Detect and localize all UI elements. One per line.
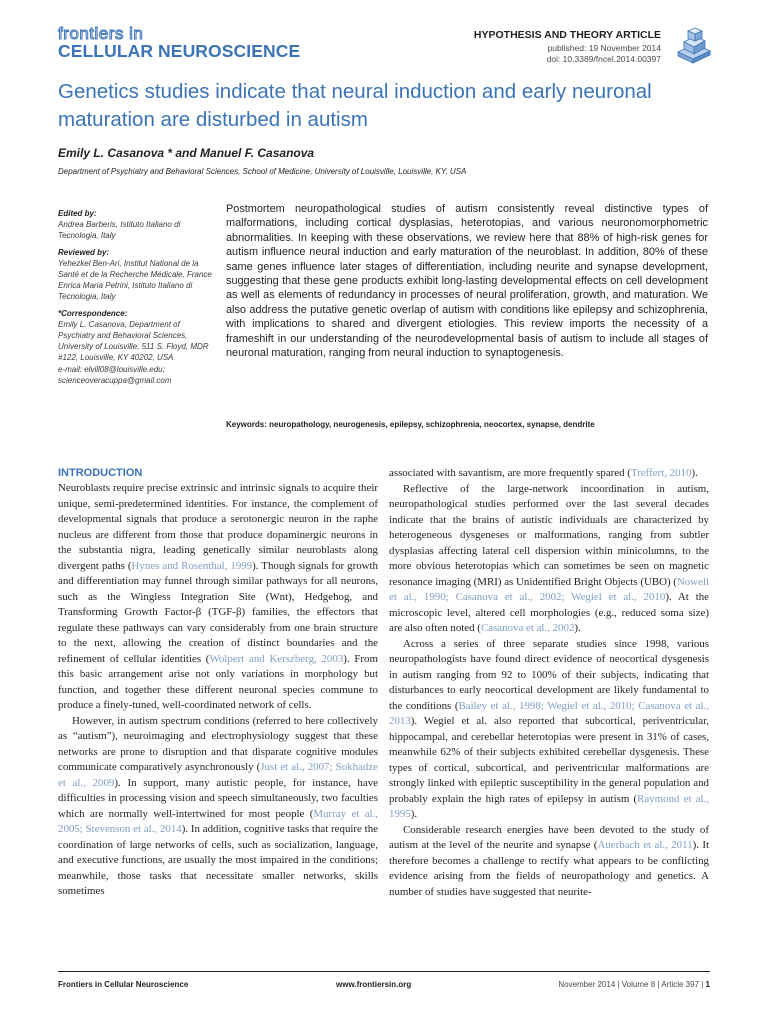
footer-issue-text: November 2014 | Volume 8 | Article 397 | (558, 980, 706, 989)
footer-issue (558, 980, 710, 989)
publication-info (547, 43, 661, 65)
footer-url[interactable]: www.frontiersin.org (336, 980, 412, 989)
keywords (226, 420, 595, 429)
frontiers-cube-icon (672, 22, 714, 66)
introduction-heading: INTRODUCTION (58, 467, 143, 479)
correspondence-address: Emily L. Casanova, Department of Psychiatry and Behavioral Sciences, University of Louisville, 511 S. Floyd, MDR #122, Louisville, KY 40202, USA (58, 319, 209, 363)
citation-link[interactable]: Hynes and Rosenthal, 1999 (131, 559, 253, 572)
body-column-right (389, 466, 709, 900)
affiliation: Department of Psychiatry and Behavioral Sciences, School of Medicine, University of Louisville, Louisville, KY, USA (58, 167, 467, 176)
published-date: published: 19 November 2014 (547, 43, 661, 53)
citation-link[interactable]: Bailey et al., 1998; Wegiel et al., 2010; Casanova et al., 2013 (389, 699, 709, 727)
doi: doi: 10.3389/fncel.2014.00397 (546, 54, 661, 64)
paragraph: However, in autism spectrum conditions (referred to here collectively as “autism”), neuroimaging and electrophysiology suggest that these networks are prone to disruption and that disparate cognitive modules communicate comparatively asynchronously (Just et al., 2007; Sokhadze et al., 2009). In support, many autistic people, for instance, have difficulties in processing vision and speech simultaneously, two faculties which are normally well-intertwined for most people (Murray et al., 2005; Stevenson et al., 2014). In addition, cognitive tasks that require the coordination of large networks of cells, such as socialization, language, and executive functions, are usually the most impaired in the conditions; meanwhile, those tasks that necessitate smaller networks, skills sometimes (58, 714, 378, 897)
paragraph: Across a series of three separate studies since 1998, various neuropathologists have found direct evidence of neocortical dysgenesis in autism ranging from 92 to 100% of their subjects, indicating that disturbances to early neocortical development are likely fundamental to the conditions (Bailey et al., 1998; Wegiel et al., 2010; Casanova et al., 2013). Wegiel et al. also reported that subcortical, periventricular, hippocampal, and cerebellar heterotopias were present in 31% of cases, meanwhile 62% of their subjects exhibited cerebellar dysgenesis. These types of cortical, subcortical, and periventricular malformations are strongly linked with epileptic susceptibility in the general population and probably explain the high rates of epilepsy in autism (Raymond et al., 1995). (389, 637, 709, 820)
authors: Emily L. Casanova * and Manuel F. Casanova (58, 146, 315, 160)
page-number: 1 (705, 980, 710, 989)
keywords-label: Keywords: (226, 420, 267, 429)
correspondence-label: *Correspondence: (58, 308, 128, 318)
reviewed-by-label: Reviewed by: (58, 247, 110, 257)
abstract: Postmortem neuropathological studies of autism consistently reveal distinctive types of malformations, including cortical dysplasias, heterotopias, and various neuronomorphometric abnormalities. In keeping with these observations, we review here that 88% of high-risk genes for autism influence neural induction and early maturation of the neuroblast. In addition, 80% of these same genes influence later stages of differentiation, including neurite and synapse development, suggesting that these gene products exhibit long-lasting developmental effects on cell development as well as elements of redundancy in processes of neural proliferation, growth, and maturation. We also address the putative genetic overlap of autism with conditions like epilepsy and schizophrenia, with implications to shared and divergent etiologies. This review imports the necessity of a frameshift in our understanding of the neurodevelopmental basis of autism to include all stages of neuronal maturation, ranging from neural induction to synaptogenesis. (226, 203, 708, 360)
citation-link[interactable]: Raymond et al., 1995 (389, 792, 709, 820)
footer-journal: Frontiers in Cellular Neuroscience (58, 980, 189, 989)
paragraph: Reflective of the large-network incoordination in autism, neuropathological studies performed over the last several decades indicate that the brains of autistic individuals are characterized by heterogeneous dysgeneses or malformations, ranging from subtler dysplasias affecting lateral cell dispersion within minicolumns, to the more obvious heterotopias which can sometimes be seen on magnetic resonance imaging (MRI) as Unidentified Bright Objects (UBO) (Nowell et al., 1990; Casanova et al., 2002; Wegiel et al., 2010). At the microscopic level, altered cell morphologies (e.g., reduced soma size) are also often noted (Casanova et al., 2002). (389, 482, 709, 634)
keywords-list: neuropathology, neurogenesis, epilepsy, schizophrenia, neocortex, synapse, dendrite (269, 420, 595, 429)
citation-link[interactable]: Nowell et al., 1990; Casanova et al., 2002; Wegiel et al., 2010 (389, 575, 709, 603)
citation-link[interactable]: Casanova et al., 2002 (480, 622, 575, 634)
reviewer-2: Enrica Maria Petrini, Istituto Italiano di Tecnologia, Italy (58, 281, 193, 302)
citation-link[interactable]: Murray et al., 2005; Stevenson et al., 2014 (58, 807, 378, 835)
correspondence-email[interactable]: e-mail: elvill08@louisville.edu; scienceoveracuppa@gmail.com (58, 364, 172, 385)
body-column-left (58, 466, 378, 900)
paragraph: associated with savantism, are more frequently spared (Treffert, 2010). (389, 467, 698, 479)
journal-logo-line2: CELLULAR NEUROSCIENCE (58, 41, 301, 61)
citation-link[interactable]: Wolpert and Kerszberg, 2003 (209, 652, 344, 665)
article-title: Genetics studies indicate that neural induction and early neuronal maturation are disturbed in autism (58, 80, 652, 131)
journal-logo (58, 25, 300, 61)
paragraph: Considerable research energies have been devoted to the study of autism at the level of the neurite and synapse (Auerbach et al., 2011). It therefore becomes a challenge to rectify what appears to be conflicting evidence arising from the fields of neuropathology and genetics. A number of studies have suggested that neurite- (389, 823, 709, 898)
citation-link[interactable]: Auerbach et al., 2011 (597, 839, 693, 851)
edited-by-label: Edited by: (58, 209, 97, 218)
citation-link[interactable]: Treffert, 2010 (630, 467, 692, 479)
footer-divider (58, 971, 710, 972)
reviewer-1: Yehezkel Ben-Ari, Institut National de la Santé et de la Recherche Médicale, France (58, 258, 212, 280)
paragraph: Neuroblasts require precise extrinsic and intrinsic signals to acquire their unique, semi-predetermined identities. For instance, the complement of developmental signals that produce a serotonergic neuron in the raphe nucleus are different from those that produce dopaminergic neurons in the substantia nigra, leading genetically similar neuroblasts along divergent paths (Hynes and Rosenthal, 1999). Though signals for growth and differentiation may funnel through similar pathways for all neurons, such as the Wingless Integration Site (Wnt), Hedgehog, and Transforming Growth Factor-β (TGF-β) families, the effectors that regulate these pathways can vary considerably from one brain structure to the next, allowing the creation of distinct boundaries and the refinement of cellular identities (Wolpert and Kerszberg, 2003). From this basic arrangement arise not only variations in morphology but function, and together these different neuronal species commune to produce a finely-tuned, well-coordinated network of cells. (58, 482, 378, 711)
editor: Andrea Barberis, Istituto Italiano di Tecnologia, Italy (58, 220, 181, 241)
article-type: HYPOTHESIS AND THEORY ARTICLE (473, 29, 661, 41)
journal-logo-line1: frontiers in (58, 24, 144, 43)
citation-link[interactable]: Just et al., 2007; Sokhadze et al., 2009 (58, 761, 378, 789)
article-meta (58, 205, 218, 386)
